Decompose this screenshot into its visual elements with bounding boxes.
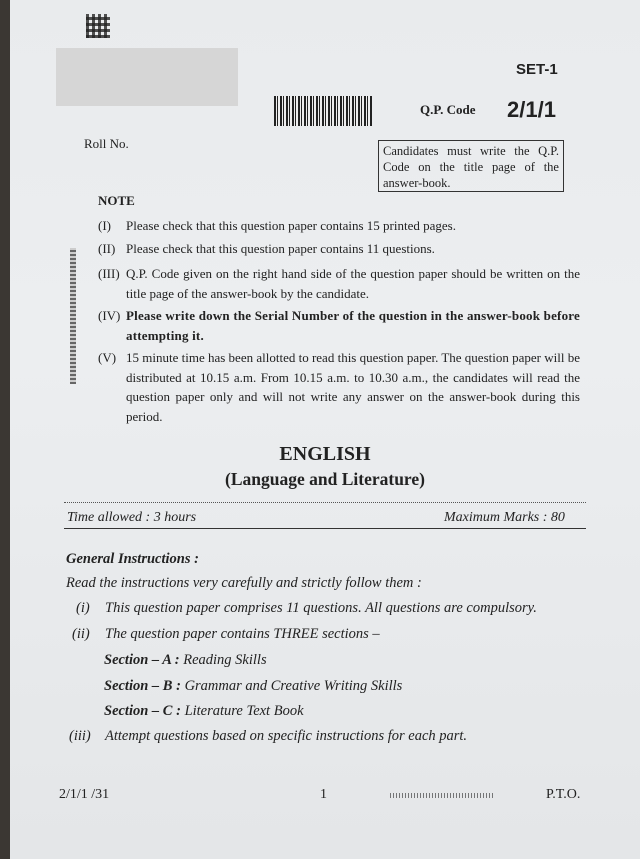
note-item [98,239,580,259]
subject-title: ENGLISH [279,443,371,465]
general-instructions-title: General Instructions : [66,551,199,567]
note-item-text: Q.P. Code given on the right hand side of the question paper should be written on the title page of the answer-book by the candidate. [126,266,580,301]
question-paper-page [10,0,640,859]
note-item-text: Please check that this question paper contains 15 printed pages. [126,218,456,233]
note-item-text: Please check that this question paper contains 11 questions. [126,241,435,256]
section-name: Grammar and Creative Writing Skills [184,678,403,694]
note-item-number: (III) [98,266,120,281]
note-item [98,264,580,304]
subject-subtitle: (Language and Literature) [225,469,425,489]
barcode-icon [274,96,372,126]
note-item [98,348,580,428]
maximum-marks: Maximum Marks : 80 [444,510,565,525]
page-number: 1 [320,787,327,802]
note-item [98,306,580,346]
section-label: Section – C : [104,703,181,719]
note-item-number: (I) [98,218,111,233]
instruction-text: Attempt questions based on specific instructions for each part. [105,728,468,744]
section-label: Section – B : [104,678,181,694]
qp-code-label: Q.P. Code [420,102,476,117]
note-item-text: 15 minute time has been allotted to read this question paper. The question paper will be distributed at 10.15 a.m. From 10.15 a.m. to 10.30 a.m., the candidates will read the question paper only and will not write any answer on the answer-book during this period. [126,350,580,424]
note-item-text: Please write down the Serial Number of the question in the answer-book before attempting it. [126,308,580,343]
section-label: Section – A : [104,652,180,668]
instruction-number: (i) [76,600,90,616]
note-item-number: (V) [98,350,117,365]
candidate-instruction-box: Candidates must write the Q.P. Code on the title page of the answer-book. [378,140,564,192]
instruction-text: This question paper comprises 11 questions. All questions are compulsory. [105,600,537,616]
instruction-number: (iii) [69,728,91,744]
divider [64,502,586,503]
section-c [104,703,304,720]
divider [64,528,586,529]
set-label: SET-1 [516,61,558,78]
instruction-text: The question paper contains THREE sections – [105,626,380,642]
footer-code: 2/1/1 /31 [59,787,110,802]
section-b [104,678,402,695]
redacted-area [56,48,238,106]
note-item-number: (II) [98,241,116,256]
qr-code-icon [86,14,110,38]
roll-no-label: Roll No. [84,136,129,151]
note-item-number: (IV) [98,308,121,323]
pto-label: P.T.O. [546,787,581,802]
section-name: Reading Skills [183,652,267,668]
instructions-intro: Read the instructions very carefully and strictly follow them : [66,575,422,591]
margin-strip [70,248,76,384]
instruction-number: (ii) [72,626,90,642]
section-a [104,652,267,669]
section-name: Literature Text Book [184,703,304,719]
qp-code: 2/1/1 [507,97,556,122]
note-title: NOTE [98,193,135,208]
microtext-line [390,793,494,798]
note-item [98,216,580,236]
time-allowed: Time allowed : 3 hours [67,510,197,525]
